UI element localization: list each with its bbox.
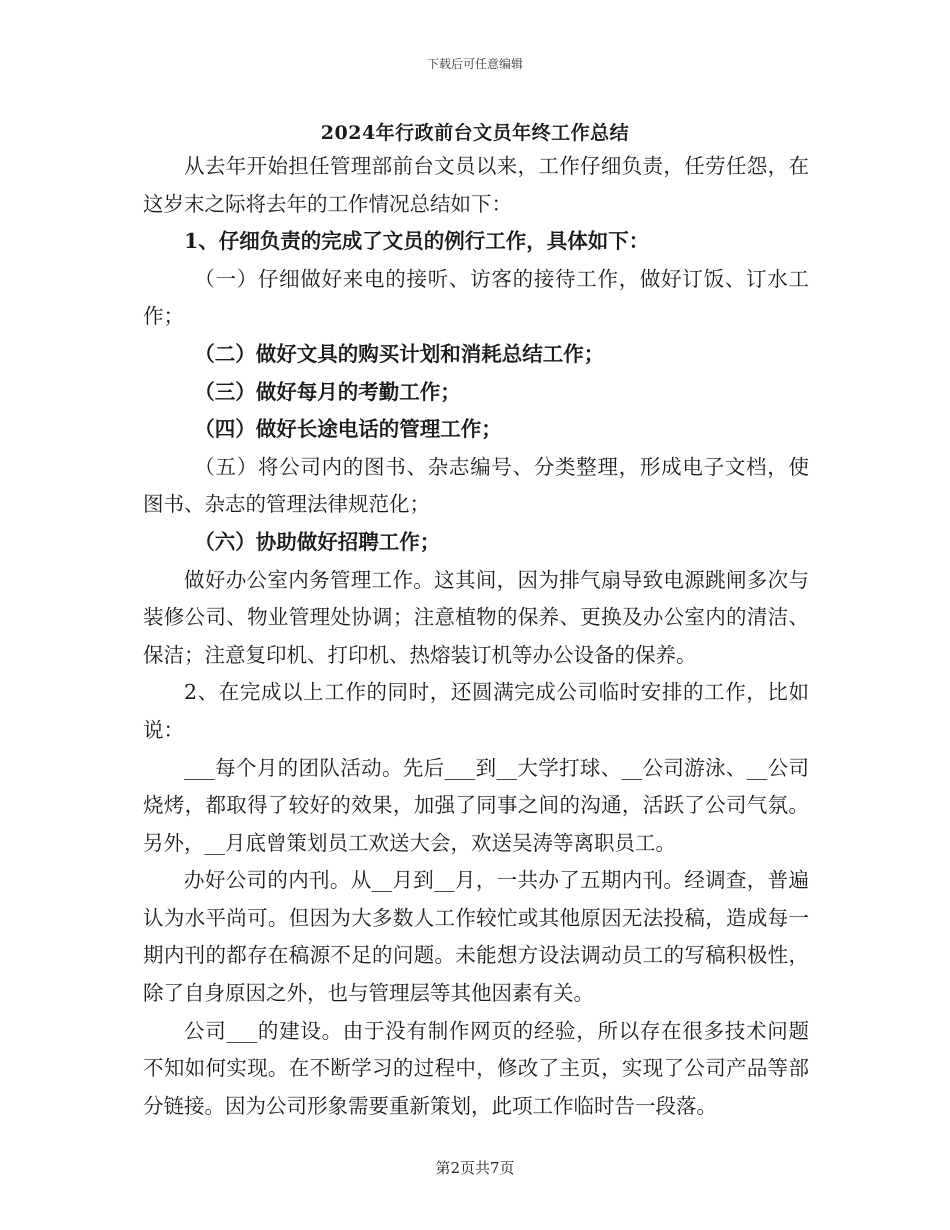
- list-item-3: （三）做好每月的考勤工作；: [194, 379, 461, 404]
- page-footer: 第2页共7页: [435, 1159, 515, 1177]
- body-paragraph-team: ___每个月的团队活动。先后___到__大学打球、__公司游泳、__公司烧烤，都取得了较好的效果，加强了同事之间的沟通，活跃了公司气氛。另外，__月底曾策划员工欢送大会，欢送吴涛等离职员工。: [143, 755, 809, 855]
- page-header: 下载后可任意编辑: [426, 57, 523, 71]
- list-item-4: （四）做好长途电话的管理工作；: [194, 417, 502, 442]
- list-item-6: （六）协助做好招聘工作；: [194, 529, 441, 554]
- list-item-5: （五）将公司内的图书、杂志编号、分类整理，形成电子文档，使图书、杂志的管理法律规范化；: [143, 454, 809, 517]
- section-heading-1: 1、仔细负责的完成了文员的例行工作，具体如下：: [184, 229, 650, 254]
- intro-paragraph: 从去年开始担任管理部前台文员以来，工作仔细负责，任劳任怨，在这岁末之际将去年的工作情况总结如下：: [143, 154, 809, 216]
- body-paragraph-office: 做好办公室内务管理工作。这其间，因为排气扇导致电源跳闸多次与装修公司、物业管理处协调；注意植物的保养、更换及办公室内的清洁、保洁；注意复印机、打印机、热熔装订机等办公设备的保养。: [143, 567, 809, 667]
- document-body: [143, 148, 809, 1125]
- document-title: 2024年行政前台文员年终工作总结: [320, 122, 630, 144]
- section-heading-2: 2、在完成以上工作的同时，还圆满完成公司临时安排的工作，比如说：: [143, 680, 809, 742]
- list-item-1: （一）仔细做好来电的接听、访客的接待工作，做好订饭、订水工作；: [143, 266, 809, 329]
- list-item-2: （二）做好文具的购买计划和消耗总结工作；: [194, 341, 605, 366]
- body-paragraph-journal: 办好公司的内刊。从__月到__月，一共办了五期内刊。经调查，普遍认为水平尚可。但因为大多数人工作较忙或其他原因无法投稿，造成每一期内刊的都存在稿源不足的问题。未能想方设法调动员工的写稿积极性，除了自身原因之外，也与管理层等其他因素有关。: [143, 868, 809, 1006]
- body-paragraph-website: 公司___的建设。由于没有制作网页的经验，所以存在很多技术问题不知如何实现。在不断学习的过程中，修改了主页，实现了公司产品等部分链接。因为公司形象需要重新策划，此项工作临时告一段落。: [143, 1018, 809, 1118]
